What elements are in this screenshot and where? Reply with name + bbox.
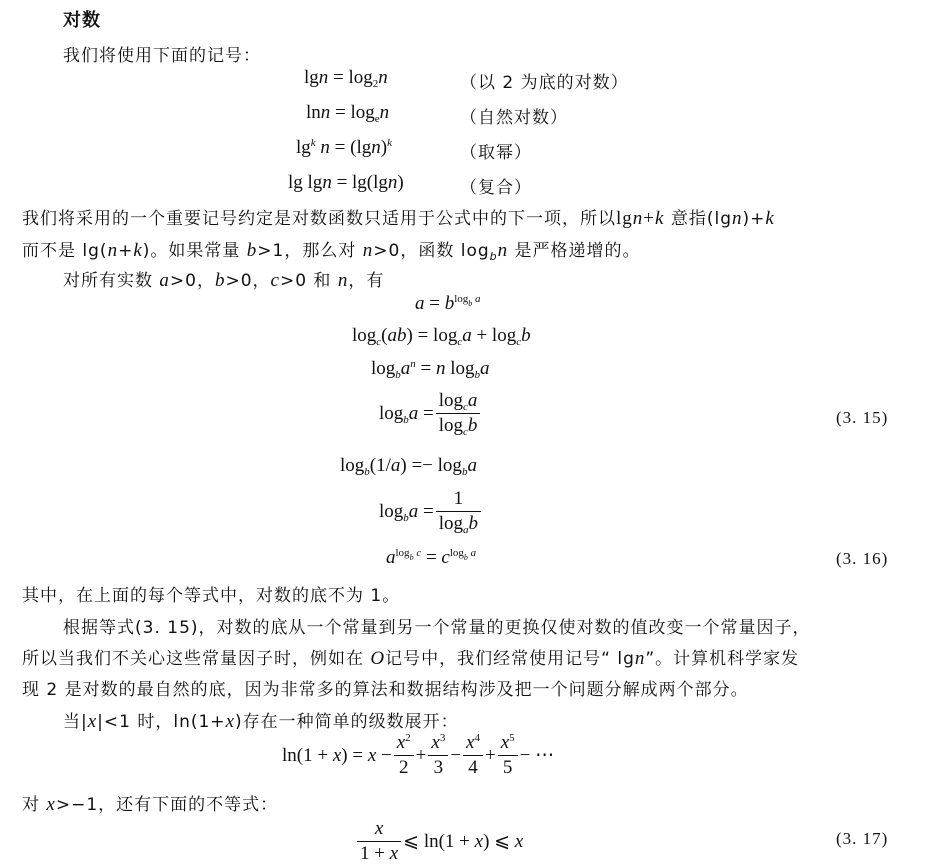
identity-exponent-swap: $a^{log_b c} = c^{log_b a}$ xyxy=(386,547,477,568)
notation-note-1: （以 2 为底的对数） xyxy=(460,73,629,93)
identity-reciprocal: $\log_b(1/a) =- \log_ba$ xyxy=(340,455,477,478)
paragraph-convention-line2: 而不是 lg(n+k)。如果常量 b>1，那么对 n>0，函数 $\log_bn$ 是严格递增的。 xyxy=(22,240,641,263)
series-expansion: ln(1 + x) = x − $\frac{x^2}{2}$ + $\frac{x^3}{3}$ − $\frac{x^4}{4}$ + $\frac{x^5}{5}$ − ⋯ xyxy=(282,732,555,778)
inequality-3-17: $\frac{x}{1 + x}$ ⩽ ln(1 + x) ⩽ x xyxy=(355,818,523,865)
equation-number-3-16: (3. 16) xyxy=(836,549,889,568)
identity-product: $\log_c(ab) = \log_ca + \log_cb$ xyxy=(352,325,531,348)
paragraph-constant-factor-line3: 现 2 是对数的最自然的底，因为非常多的算法和数据结构涉及把一个问题分解成两个部分。 xyxy=(22,680,749,700)
identity-power: $\log_ba^n = n$ $\log_ba$ xyxy=(371,358,490,381)
notation-power: $\lg^k n = (\lg n)^k$ xyxy=(296,137,392,158)
paragraph-convention-line1: 我们将采用的一个重要记号约定是对数函数只适用于公式中的下一项，所以lgn+k 意指(lgn)+k xyxy=(22,208,775,229)
intro-text: 我们将使用下面的记号： xyxy=(63,46,261,66)
paragraph-base-not-one: 其中，在上面的每个等式中，对数的底不为 1。 xyxy=(22,586,401,606)
notation-note-3: （取幂） xyxy=(460,143,532,163)
notation-note-2: （自然对数） xyxy=(460,108,568,128)
equation-number-3-17: (3. 17) xyxy=(836,829,889,848)
identity-swap-base: $\log_ba$ = $\frac{1}{\log_ab}$ xyxy=(379,488,483,535)
paragraph-series-intro: 当|x|<1 时，ln(1+x)存在一种简单的级数展开： xyxy=(63,711,459,732)
paragraph-constant-factor-line1: 根据等式(3. 15)，对数的底从一个常量到另一个常量的更换仅使对数的值改变一个常量因子， xyxy=(63,618,811,638)
notation-note-4: （复合） xyxy=(460,178,532,198)
identity-change-of-base: $\log_ba$ = $\frac{\log_ca}{\log_cb}$ xyxy=(379,390,482,437)
paragraph-all-reals: 对所有实数 a>0，b>0，c>0 和 n，有 xyxy=(63,270,385,291)
notation-compose: lg lgn = lg(lgn) xyxy=(288,172,404,193)
paragraph-constant-factor-line2: 所以当我们不关心这些常量因子时，例如在 O记号中，我们经常使用记号“ lgn”。计算机科学家发 xyxy=(22,648,800,669)
notation-lg: $\lg n = \log_2n$ xyxy=(304,67,388,90)
notation-ln: $\ln n = \log_en$ xyxy=(306,102,390,125)
identity-exponent: $a = b^{log_b a}$ xyxy=(415,293,481,314)
equation-number-3-15: (3. 15) xyxy=(836,408,889,427)
paragraph-inequality-intro: 对 x>−1，还有下面的不等式： xyxy=(22,794,279,815)
section-title: 对数 xyxy=(63,10,101,31)
